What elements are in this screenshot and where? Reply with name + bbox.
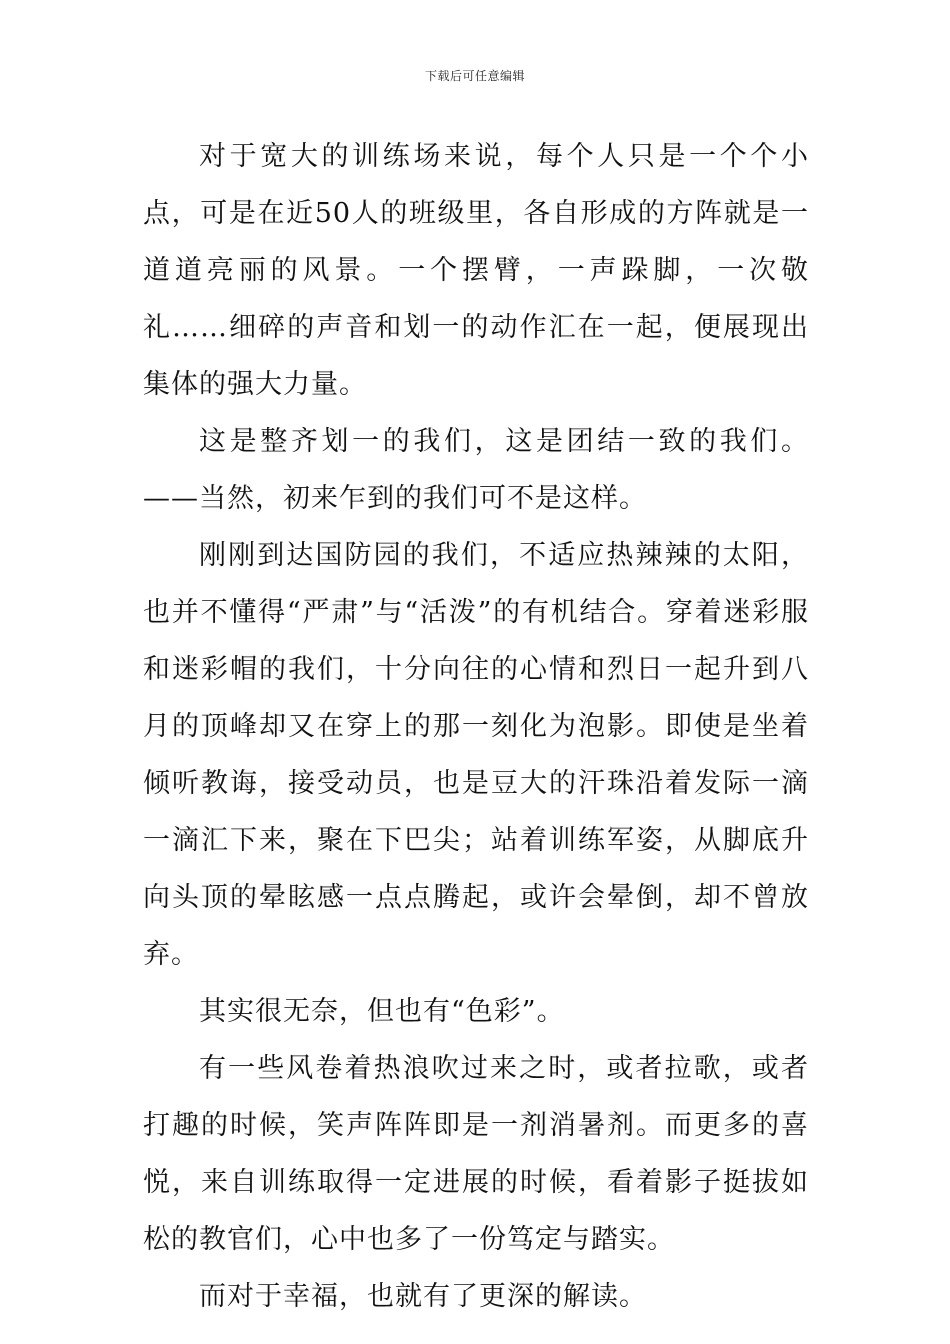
paragraph-1: 对于宽大的训练场来说，每个人只是一个个小点，可是在近50人的班级里，各自形成的方阵就是一道道亮丽的风景。一个摆臂，一声跺脚，一次敬礼……细碎的声音和划一的动作汇在一起，便展现出集体的强大力量。 bbox=[143, 141, 809, 400]
document-body bbox=[143, 128, 809, 1325]
paragraph-3: 刚刚到达国防园的我们，不适应热辣辣的太阳，也并不懂得“严肃”与“活泼”的有机结合。穿着迷彩服和迷彩帽的我们，十分向往的心情和烈日一起升到八月的顶峰却又在穿上的那一刻化为泡影。即使是坐着倾听教诲，接受动员，也是豆大的汗珠沿着发际一滴一滴汇下来，聚在下巴尖；站着训练军姿，从脚底升向头顶的晕眩感一点点腾起，或许会晕倒，却不曾放弃。 bbox=[143, 540, 809, 970]
page-header: 下载后可任意编辑 bbox=[424, 69, 525, 83]
paragraph-6: 而对于幸福，也就有了更深的解读。 bbox=[199, 1281, 647, 1312]
paragraph-5: 有一些风卷着热浪吹过来之时，或者拉歌，或者打趣的时候，笑声阵阵即是一剂消暑剂。而更多的喜悦，来自训练取得一定进展的时候，看着影子挺拔如松的教官们，心中也多了一份笃定与踏实。 bbox=[143, 1053, 809, 1255]
paragraph-4: 其实很无奈，但也有“色彩”。 bbox=[199, 996, 565, 1027]
paragraph-2: 这是整齐划一的我们，这是团结一致的我们。——当然，初来乍到的我们可不是这样。 bbox=[143, 426, 809, 514]
